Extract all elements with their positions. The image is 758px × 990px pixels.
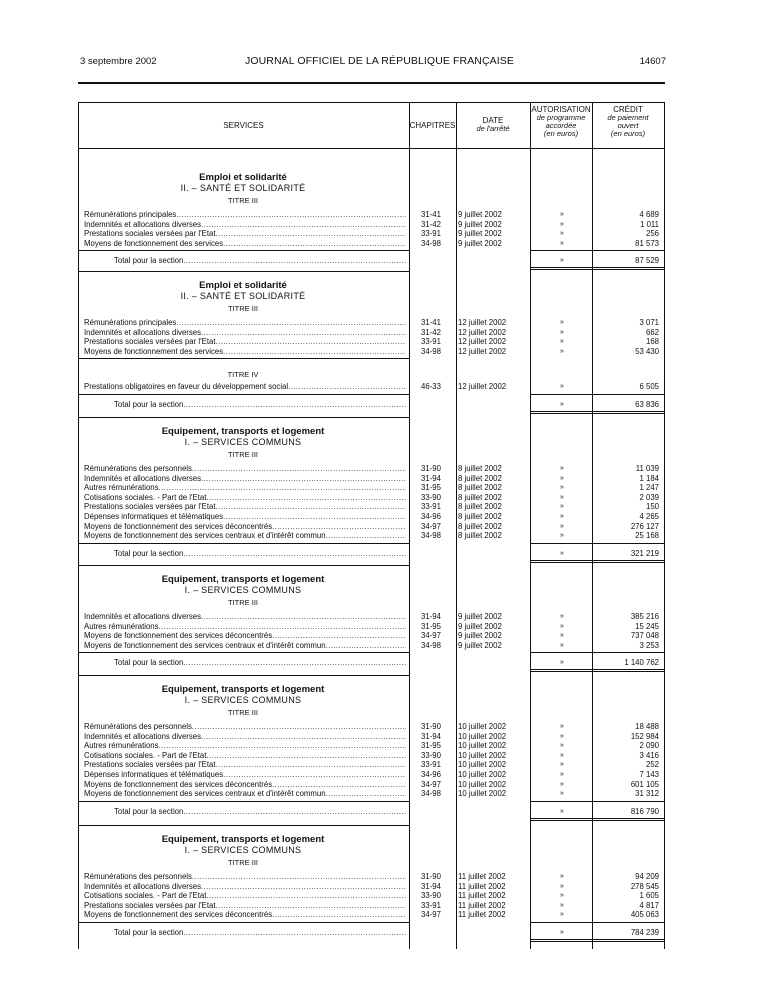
row-autorisation: » (560, 892, 564, 900)
row-date: 11 juillet 2002 (458, 872, 506, 881)
total-underline (530, 818, 664, 819)
row-label: Moyens de fonctionnement des services centraux et d'intérêt commun ..... (84, 789, 406, 799)
total-autorisation: » (560, 807, 564, 815)
row-date: 8 juillet 2002 (458, 521, 502, 531)
row-date: 9 juillet 2002 (458, 229, 502, 239)
total-rule-right (530, 922, 664, 923)
total-rule (78, 801, 409, 802)
col-header-autorisation: AUTORISATION de programme accordée (en euros) (531, 105, 591, 138)
total-label: Total pour la section ..... (114, 807, 406, 817)
row-label: Indemnités et allocations diverses ..... (84, 882, 406, 892)
row-label: Prestations sociales versées par l'Etat ..... (84, 229, 406, 239)
total-rule-right (530, 543, 664, 544)
section-separator (78, 565, 409, 566)
row-autorisation: » (560, 622, 564, 630)
row-label: Dépenses informatiques et télématiques ..... (84, 512, 406, 522)
row-label: Rémunérations des personnels ..... (84, 722, 406, 732)
service-title: I. – SERVICES COMMUNS (184, 585, 302, 595)
row-credit: 15 245 (635, 621, 659, 631)
page-number: 14607 (639, 56, 666, 67)
row-label: Moyens de fonctionnement des services déconcentrés ..... (84, 780, 406, 790)
row-autorisation: » (560, 465, 564, 472)
row-chapitre: 31-94 (421, 731, 441, 741)
row-credit: 81 573 (635, 238, 659, 248)
row-label: Autres rémunérations ..... (84, 483, 406, 493)
row-date: 8 juillet 2002 (458, 464, 502, 473)
row-chapitre: 33-90 (421, 492, 441, 502)
row-credit: 405 063 (630, 910, 659, 920)
row-date: 10 juillet 2002 (458, 750, 507, 760)
col-header-chapitres: CHAPITRES (409, 121, 456, 130)
total-credit: 63 836 (635, 400, 659, 409)
row-credit: 3 416 (639, 750, 659, 760)
titre-label: TITRE III (228, 598, 258, 607)
row-chapitre: 31-41 (421, 318, 441, 327)
row-label: Cotisations sociales. - Part de l'Etat ..... (84, 891, 406, 901)
row-chapitre: 31-90 (421, 722, 441, 731)
row-credit: 168 (645, 337, 659, 347)
row-label: Moyens de fonctionnement des services déconcentrés ..... (84, 631, 406, 641)
row-chapitre: 31-42 (421, 327, 441, 337)
row-chapitre: 31-95 (421, 621, 441, 631)
row-autorisation: » (560, 641, 564, 649)
row-chapitre: 33-90 (421, 750, 441, 760)
row-credit: 152 984 (630, 731, 659, 741)
row-date: 10 juillet 2002 (458, 741, 507, 751)
section-separator (78, 271, 409, 272)
row-credit: 4 817 (639, 900, 659, 910)
row-label: Rémunérations principales ..... (84, 318, 406, 328)
row-date: 12 juillet 2002 (458, 327, 507, 337)
row-label: Rémunérations principales ..... (84, 210, 406, 220)
row-credit: 1 184 (639, 473, 659, 483)
total-autorisation: » (560, 257, 564, 265)
row-label: Rémunérations des personnels ..... (84, 872, 406, 882)
row-date: 12 juillet 2002 (458, 337, 507, 347)
total-autorisation: » (560, 549, 564, 557)
row-autorisation: » (560, 632, 564, 640)
row-credit: 1 605 (639, 891, 659, 901)
row-chapitre: 33-91 (421, 229, 441, 239)
row-autorisation: » (560, 239, 564, 247)
row-date: 10 juillet 2002 (458, 760, 507, 770)
row-chapitre: 31-95 (421, 483, 441, 493)
titre-separator (78, 358, 409, 359)
row-chapitre: 31-94 (421, 473, 441, 483)
row-autorisation: » (560, 882, 564, 890)
ministry-title: Equipement, transports et logement (161, 426, 325, 437)
section-separator (78, 675, 409, 676)
ministry-title: Emploi et solidarité (199, 172, 287, 183)
titre-label: TITRE III (228, 858, 258, 867)
row-date: 11 juillet 2002 (458, 891, 506, 901)
row-label: Prestations sociales versées par l'Etat ..... (84, 337, 406, 347)
row-date: 10 juillet 2002 (458, 779, 507, 789)
row-credit: 1 011 (640, 219, 659, 229)
row-date: 10 juillet 2002 (458, 722, 507, 731)
row-label: Indemnités et allocations diverses ..... (84, 328, 406, 338)
row-autorisation: » (560, 319, 564, 326)
row-chapitre: 34-98 (421, 346, 441, 356)
row-autorisation: » (560, 901, 564, 909)
row-label: Indemnités et allocations diverses ..... (84, 612, 406, 622)
row-chapitre: 34-97 (421, 521, 441, 531)
row-label: Dépenses informatiques et télématiques ..... (84, 770, 406, 780)
row-autorisation: » (560, 780, 564, 788)
row-date: 8 juillet 2002 (458, 473, 502, 483)
row-credit: 6 505 (639, 382, 659, 392)
row-date: 9 juillet 2002 (458, 219, 502, 229)
col-header-credit: CRÉDIT de paiement ouvert (en euros) (607, 105, 649, 138)
row-date: 8 juillet 2002 (458, 531, 502, 541)
row-label: Cotisations sociales. - Part de l'Etat ..... (84, 751, 406, 761)
row-chapitre: 33-91 (421, 900, 441, 910)
col-divider-date (456, 102, 457, 949)
row-credit: 25 168 (635, 531, 659, 541)
row-credit: 53 430 (635, 346, 659, 356)
total-credit: 1 140 762 (624, 658, 659, 668)
row-label: Moyens de fonctionnement des services ..... (84, 347, 406, 357)
row-autorisation: » (560, 383, 564, 391)
row-date: 10 juillet 2002 (458, 770, 507, 779)
row-label: Prestations sociales versées par l'Etat ..... (84, 901, 406, 911)
total-underline (530, 669, 664, 670)
row-label: Prestations sociales versées par l'Etat ..... (84, 760, 406, 770)
row-date: 12 juillet 2002 (458, 318, 507, 327)
row-credit: 385 216 (630, 612, 659, 621)
row-autorisation: » (560, 522, 564, 530)
row-chapitre: 31-95 (421, 741, 441, 751)
row-credit: 3 253 (639, 640, 659, 650)
header-rule (78, 82, 665, 84)
row-autorisation: » (560, 220, 564, 228)
row-label: Moyens de fonctionnement des services centraux et d'intérêt commun ..... (84, 641, 406, 651)
row-label: Cotisations sociales. - Part de l'Etat ..... (84, 493, 406, 503)
titre-label: TITRE III (228, 304, 258, 313)
row-chapitre: 34-97 (421, 631, 441, 641)
total-credit: 816 790 (630, 806, 659, 816)
col-divider-chapitres (409, 102, 410, 949)
col-header-services: SERVICES (223, 121, 264, 130)
row-date: 11 juillet 2002 (458, 910, 506, 920)
row-credit: 11 039 (635, 464, 659, 473)
row-autorisation: » (560, 338, 564, 346)
row-chapitre: 34-98 (421, 238, 441, 248)
row-chapitre: 33-91 (421, 337, 441, 347)
row-autorisation: » (560, 474, 564, 482)
row-label: Moyens de fonctionnement des services déconcentrés ..... (84, 910, 406, 920)
row-autorisation: » (560, 493, 564, 501)
row-label: Prestations obligatoires en faveur du développement social ..... (84, 382, 406, 392)
row-date: 9 juillet 2002 (458, 210, 502, 219)
row-date: 11 juillet 2002 (458, 881, 506, 891)
total-label: Total pour la section ..... (114, 549, 406, 559)
row-chapitre: 31-94 (421, 612, 441, 621)
row-label: Autres rémunérations ..... (84, 622, 406, 632)
row-autorisation: » (560, 347, 564, 355)
total-autorisation: » (560, 659, 564, 667)
credits-table (78, 102, 665, 949)
ministry-title: Equipement, transports et logement (161, 834, 325, 845)
row-credit: 276 127 (630, 521, 659, 531)
row-credit: 4 689 (639, 210, 659, 219)
row-date: 8 juillet 2002 (458, 483, 502, 493)
row-chapitre: 34-98 (421, 640, 441, 650)
row-autorisation: » (560, 742, 564, 750)
row-chapitre: 34-98 (421, 789, 441, 799)
row-credit: 2 039 (639, 492, 659, 502)
row-chapitre: 34-97 (421, 779, 441, 789)
page-date: 3 septembre 2002 (80, 56, 157, 67)
total-rule-right (530, 652, 664, 653)
ministry-title: Emploi et solidarité (199, 280, 287, 291)
row-autorisation: » (560, 532, 564, 540)
row-autorisation: » (560, 613, 564, 620)
titre-label: TITRE IV (227, 370, 259, 380)
ministry-title: Equipement, transports et logement (161, 574, 325, 585)
total-label: Total pour la section ..... (114, 256, 406, 266)
row-chapitre: 31-90 (421, 872, 441, 881)
total-rule (78, 922, 409, 923)
row-autorisation: » (560, 328, 564, 336)
row-autorisation: » (560, 790, 564, 798)
row-autorisation: » (560, 513, 564, 520)
col-header-date: DATE de l'arrêté (476, 116, 510, 133)
row-date: 9 juillet 2002 (458, 621, 502, 631)
row-chapitre: 31-94 (421, 881, 441, 891)
row-chapitre: 31-42 (421, 219, 441, 229)
row-autorisation: » (560, 211, 564, 218)
row-label: Prestations sociales versées par l'Etat ..... (84, 502, 406, 512)
row-chapitre: 33-91 (421, 760, 441, 770)
service-title: I. – SERVICES COMMUNS (184, 845, 302, 855)
total-rule (78, 250, 409, 251)
total-label: Total pour la section ..... (114, 400, 406, 410)
row-credit: 150 (645, 502, 659, 512)
ministry-title: Equipement, transports et logement (161, 684, 325, 695)
row-autorisation: » (560, 751, 564, 759)
total-rule (78, 652, 409, 653)
row-date: 10 juillet 2002 (458, 731, 507, 741)
row-date: 8 juillet 2002 (458, 512, 502, 521)
row-date: 9 juillet 2002 (458, 640, 502, 650)
row-autorisation: » (560, 484, 564, 492)
total-underline-double (530, 413, 664, 414)
row-date: 9 juillet 2002 (458, 631, 502, 641)
row-credit: 1 247 (639, 483, 659, 493)
col-divider-auto (530, 102, 531, 949)
row-date: 8 juillet 2002 (458, 502, 502, 512)
row-autorisation: » (560, 732, 564, 740)
total-label: Total pour la section ..... (114, 928, 406, 938)
titre-label: TITRE III (228, 196, 258, 205)
row-credit: 252 (645, 760, 659, 770)
titre-label: TITRE III (228, 708, 258, 717)
total-underline (530, 411, 664, 412)
total-underline-double (530, 562, 664, 563)
row-autorisation: » (560, 230, 564, 238)
row-chapitre: 34-96 (421, 770, 441, 779)
total-underline-double (530, 671, 664, 672)
row-date: 9 juillet 2002 (458, 612, 502, 621)
row-date: 10 juillet 2002 (458, 789, 507, 799)
row-autorisation: » (560, 761, 564, 769)
section-separator (78, 417, 409, 418)
row-autorisation: » (560, 503, 564, 511)
total-rule (78, 543, 409, 544)
row-credit: 601 105 (630, 779, 659, 789)
row-credit: 3 071 (639, 318, 659, 327)
titre-label: TITRE III (228, 450, 258, 459)
total-label: Total pour la section ..... (114, 658, 406, 668)
row-autorisation: » (560, 873, 564, 880)
section-separator (78, 825, 409, 826)
total-underline (530, 560, 664, 561)
row-label: Autres rémunérations ..... (84, 741, 406, 751)
service-title: I. – SERVICES COMMUNS (184, 437, 302, 447)
total-credit: 321 219 (630, 548, 659, 558)
table-top-border (78, 102, 665, 103)
total-underline (530, 267, 664, 268)
total-rule-right (530, 801, 664, 802)
row-date: 12 juillet 2002 (458, 382, 507, 392)
row-date: 12 juillet 2002 (458, 346, 507, 356)
row-chapitre: 34-97 (421, 910, 441, 920)
total-rule (78, 394, 409, 395)
row-chapitre: 31-90 (421, 464, 441, 473)
row-label: Indemnités et allocations diverses ..... (84, 220, 406, 230)
total-credit: 87 529 (635, 256, 659, 266)
row-credit: 31 312 (635, 789, 659, 799)
service-title: II. – SANTÉ ET SOLIDARITÉ (180, 291, 306, 301)
row-autorisation: » (560, 771, 564, 778)
service-title: I. – SERVICES COMMUNS (184, 695, 302, 705)
row-credit: 4 265 (639, 512, 659, 521)
row-chapitre: 33-90 (421, 891, 441, 901)
table-right-border (664, 102, 665, 949)
row-label: Moyens de fonctionnement des services centraux et d'intérêt commun ..... (84, 531, 406, 541)
total-rule-right (530, 394, 664, 395)
row-chapitre: 33-91 (421, 502, 441, 512)
row-credit: 7 143 (639, 770, 659, 779)
row-autorisation: » (560, 723, 564, 730)
table-left-border (78, 102, 79, 949)
total-rule-right (530, 250, 664, 251)
row-label: Rémunérations des personnels ..... (84, 464, 406, 474)
table-header-border (78, 148, 665, 149)
row-chapitre: 46-33 (421, 382, 441, 392)
journal-title: JOURNAL OFFICIEL DE LA RÉPUBLIQUE FRANÇAISE (245, 55, 514, 67)
row-credit: 94 209 (635, 872, 659, 881)
total-autorisation: » (560, 401, 564, 408)
row-chapitre: 31-41 (421, 210, 441, 219)
row-chapitre: 34-96 (421, 512, 441, 521)
row-credit: 2 090 (639, 741, 659, 751)
total-credit: 784 239 (630, 928, 659, 937)
row-credit: 662 (645, 327, 659, 337)
row-label: Indemnités et allocations diverses ..... (84, 732, 406, 742)
row-date: 8 juillet 2002 (458, 492, 502, 502)
row-credit: 256 (645, 229, 659, 239)
row-credit: 737 048 (630, 631, 659, 641)
row-credit: 18 488 (635, 722, 659, 731)
row-date: 9 juillet 2002 (458, 238, 502, 248)
total-underline (530, 939, 664, 940)
row-chapitre: 34-98 (421, 531, 441, 541)
service-title: II. – SANTÉ ET SOLIDARITÉ (180, 183, 306, 193)
row-autorisation: » (560, 911, 564, 919)
row-credit: 278 545 (630, 881, 659, 891)
total-autorisation: » (560, 929, 564, 936)
total-underline-double (530, 941, 664, 942)
row-label: Moyens de fonctionnement des services déconcentrés ..... (84, 522, 406, 532)
row-label: Indemnités et allocations diverses ..... (84, 474, 406, 484)
row-label: Moyens de fonctionnement des services ..... (84, 239, 406, 249)
total-underline-double (530, 269, 664, 270)
total-underline-double (530, 820, 664, 821)
row-date: 11 juillet 2002 (458, 900, 506, 910)
